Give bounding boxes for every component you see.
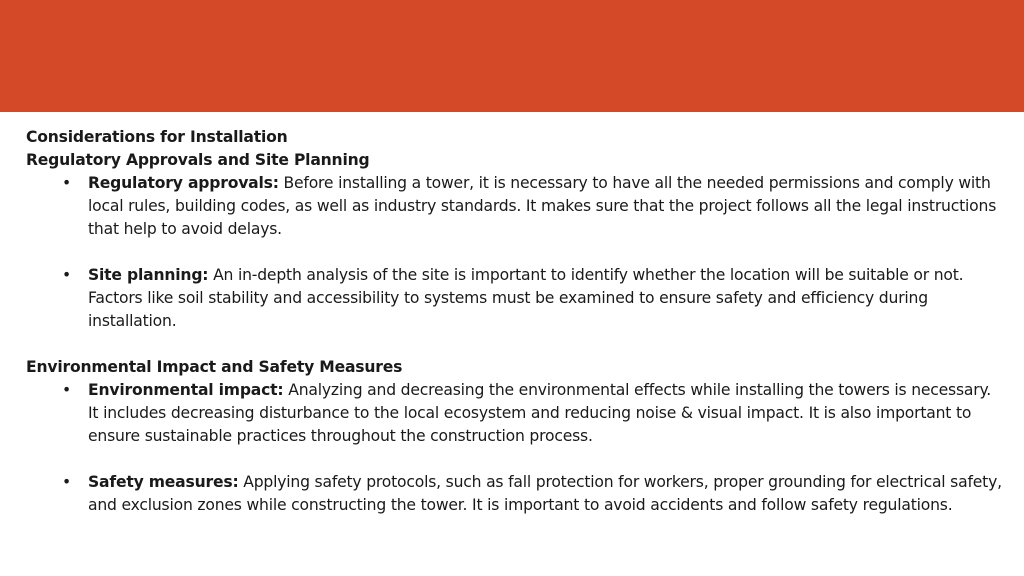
slide-content	[26, 126, 1002, 517]
bullet-term: Site planning:	[88, 266, 209, 284]
bullet-list-environmental	[26, 379, 1002, 517]
list-item	[62, 172, 1002, 241]
bullet-icon: •	[62, 266, 71, 284]
bullet-term: Regulatory approvals:	[88, 174, 279, 192]
slide-title: Considerations for Installation	[26, 128, 288, 146]
section-heading-environmental: Environmental Impact and Safety Measures	[26, 358, 403, 376]
header-band	[0, 0, 1024, 112]
bullet-text: Applying safety protocols, such as fall protection for workers, proper grounding for electrical safety, and exclusion zones while constructing the tower. It is important to avoid accidents and follow safety regulations.	[88, 473, 1002, 514]
bullet-icon: •	[62, 174, 71, 192]
bullet-text: Before installing a tower, it is necessary to have all the needed permissions and comply with local rules, building codes, as well as industry standards. It makes sure that the project follows all the legal instructions that help to avoid delays.	[88, 174, 997, 238]
bullet-icon: •	[62, 381, 71, 399]
list-spacer	[88, 448, 1002, 471]
bullet-term: Environmental impact:	[88, 381, 284, 399]
list-spacer	[88, 241, 1002, 264]
section-heading-regulatory: Regulatory Approvals and Site Planning	[26, 151, 370, 169]
list-item	[62, 471, 1002, 517]
list-item	[62, 379, 1002, 448]
bullet-icon: •	[62, 473, 71, 491]
bullet-text: Analyzing and decreasing the environmental effects while installing the towers is necessary. It includes decreasing disturbance to the local ecosystem and reducing noise & visual impact. It is also important to ensure sustainable practices throughout the construction process.	[88, 381, 992, 445]
bullet-term: Safety measures:	[88, 473, 239, 491]
bullet-text: An in-depth analysis of the site is important to identify whether the location will be suitable or not. Factors like soil stability and accessibility to systems must be examined to ensure safety and efficiency during installation.	[88, 266, 964, 330]
section-spacer	[26, 333, 1002, 356]
bullet-list-regulatory	[26, 172, 1002, 333]
list-item	[62, 264, 1002, 333]
